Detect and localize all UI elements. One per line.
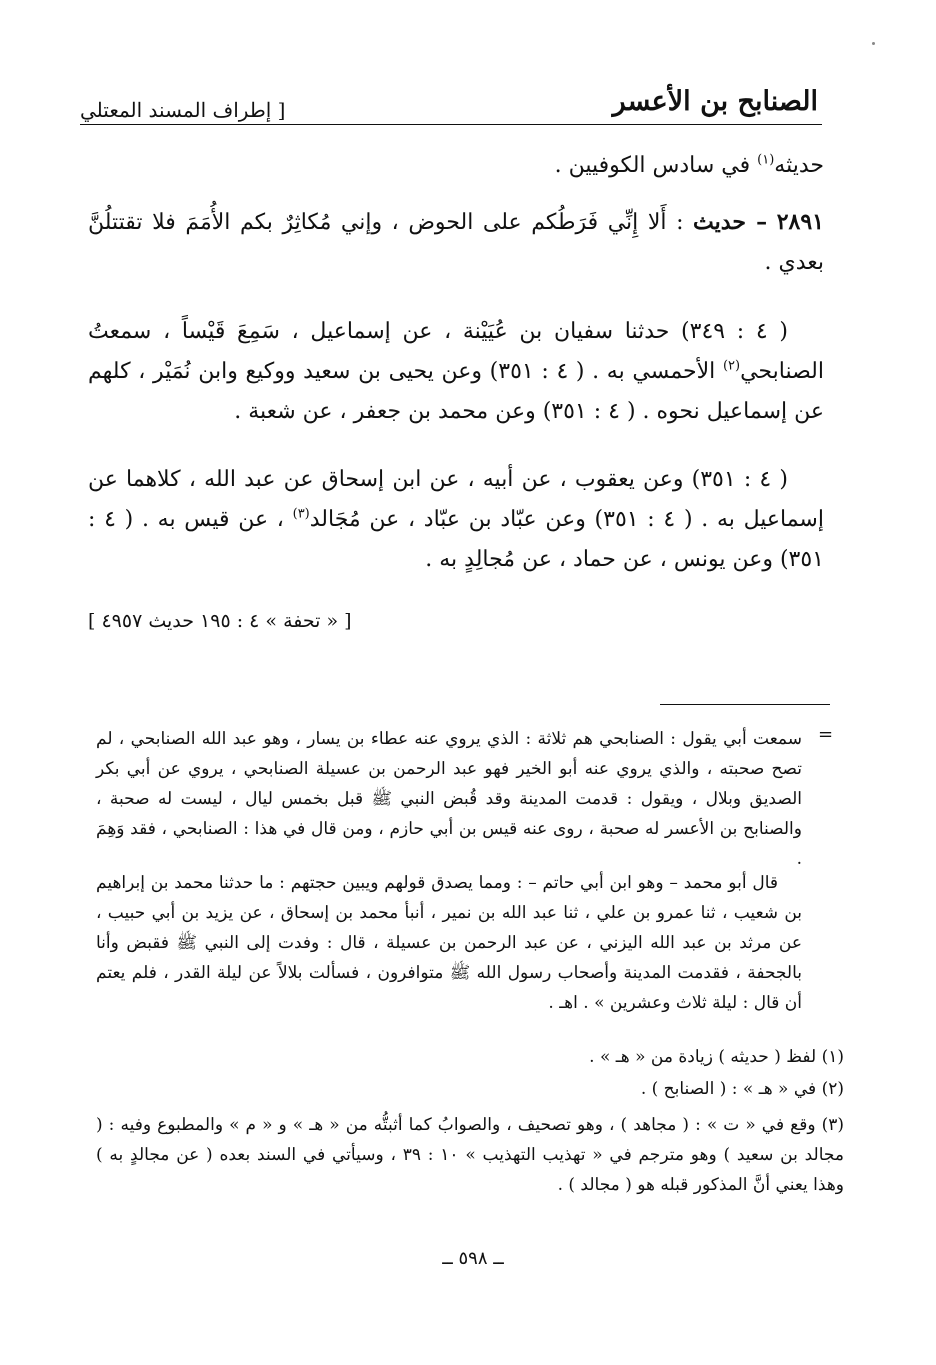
page-number: ــ ٥٩٨ ــ xyxy=(442,1248,504,1269)
continuation-marker: = xyxy=(818,724,834,745)
footnote-1-label: (١) xyxy=(821,1047,844,1067)
footnote-separator xyxy=(660,704,830,705)
footnote-3 xyxy=(96,1110,844,1200)
tuhfa-reference: [ « تحفة » ٤ : ١٩٥ حديث ٤٩٥٧ ] xyxy=(88,610,352,632)
header-book-title: [ إطراف المسند المعتلي xyxy=(80,98,286,122)
isnad-1-part-a: ( ٤ : ٣٤٩) حدثنا سفيان بن عُيَيْنة ، عن إسماعيل ، سَمِعَ قَيْساً ، سمعتُ الصنابحي xyxy=(88,319,824,384)
footnote-ref-2: (٢) xyxy=(722,358,741,374)
footnote-continuation-1 xyxy=(96,724,802,874)
footnote-2-label: (٢) xyxy=(821,1079,844,1099)
header-title: الصنابح بن الأعسر xyxy=(612,86,818,117)
footnote-3-label: (٣) xyxy=(821,1115,845,1135)
footnote-cont-text-2: قال أبو محمد – وهو ابن أبي حاتم – : ومما يصدق قولهم ويبين حجتهم : ما حدثنا محمد بن إبراهيم بن شعيب ، ثنا عمرو بن علي ، ثنا عبد الله بن نمير ، أنبأ محمد بن إسحاق ، عن يزيد بن أبي حبيب ، عن مرثد بن عبد الله اليزني ، عن عبد الرحمن بن عسيلة ، قال : وفدت إلى النبي ﷺ فقبض وأنا بالجحفة ، فقدمت المدينة وأصحاب رسول الله ﷺ متوافرون ، فسألت بلالاً عن ليلة القدر ، فلم يعتم أن قال : ليلة ثلاث وعشرين » . اهـ . xyxy=(96,873,802,1013)
hadith-label: – حديث xyxy=(693,209,768,235)
isnad-1-part-b: الأحمسي به . ( ٤ : ٣٥١) وعن يحيى بن سعيد ووكيع وابن نُمَيْر ، كلهم عن إسماعيل نحوه . ( ٤ : ٣٥١) وعن محمد بن جعفر ، عن شعبة . xyxy=(88,359,824,424)
isnad-paragraph-1 xyxy=(88,312,824,432)
isnad-2-part-b: ، عن قيس به . ( ٤ : ٣٥١) وعن يونس ، عن حماد ، عن مُجالِدٍ به . xyxy=(88,507,824,572)
footnote-ref-1: (١) xyxy=(757,152,775,168)
footnote-continuation-2 xyxy=(96,868,802,1018)
footnote-2 xyxy=(96,1074,844,1104)
intro-line xyxy=(88,146,824,186)
running-header xyxy=(80,84,822,125)
footnote-3-text: وقع في « ت » : ( مجاهد ) ، وهو تصحيف ، والصوابُ كما أثبتُّه من « هـ » و « م » والمطبوع وفيه : ( مجالد بن سعيد ) وهو مترجم في « تهذيب التهذيب » ١٠ : ٣٩ ، وسيأتي في السند بعده ( عن مجالدٍ به ) وهذا يعني أنَّ المذكور قبله هو ( مجالد ) . xyxy=(96,1115,844,1195)
footnote-2-text: في « هـ » : ( الصنابح ) . xyxy=(640,1079,817,1099)
footnote-ref-3: (٣) xyxy=(292,506,310,522)
footnote-1 xyxy=(96,1042,844,1072)
scan-speck xyxy=(872,42,875,45)
footnote-1-text: لفظ ( حديثه ) زيادة من « هـ » . xyxy=(589,1047,817,1067)
footnote-cont-text-1: سمعت أبي يقول : الصنابحي هم ثلاثة : الذي يروي عنه عطاء بن يسار ، وهو عبد الله الصنابحي ، لم تصح صحبته ، والذي يروي عنه أبو الخير فهو عبد الرحمن بن عسيلة الصنابحي ، يروي عن أبي بكر الصديق وبلال ، ويقول : قدمت المدينة وقد قُبض النبي ﷺ قبل بخمس ليال ، ليست له صحبة ، والصنابح بن الأعسر له صحبة ، روى عنه قيس بن أبي حازم ، ومن قال في هذا : الصنابحي ، فقد وَهِمَ . xyxy=(96,729,802,869)
intro-text-2: في سادس الكوفيين . xyxy=(554,153,758,178)
intro-text: حديثه xyxy=(774,153,824,178)
isnad-2-part-a: ( ٤ : ٣٥١) وعن يعقوب ، عن أبيه ، عن ابن إسحاق عن عبد الله ، كلاهما عن إسماعيل به . ( ٤ : ٣٥١) وعن عبّاد بن عبّاد ، عن مُجَالد xyxy=(88,467,824,532)
hadith-body: : أَلا إِنِّي فَرَطُكم على الحوض ، وإني مُكاثِرٌ بكم الأُمَمَ فلا تقتتلُنَّ بعدي . xyxy=(88,210,824,275)
hadith-text xyxy=(88,202,824,283)
hadith-number: ٢٨٩١ xyxy=(776,209,824,235)
isnad-paragraph-2 xyxy=(88,460,824,580)
